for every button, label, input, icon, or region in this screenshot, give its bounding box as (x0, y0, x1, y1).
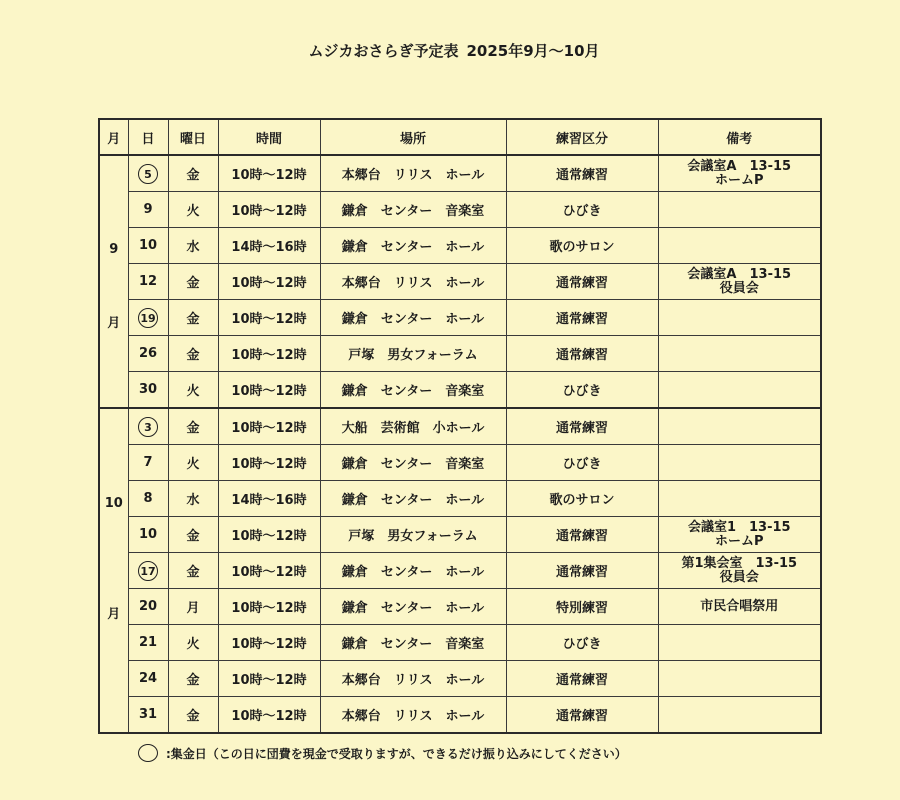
month-unit: 月 (107, 316, 121, 332)
day-cell (128, 589, 168, 625)
header-place: 場所 (320, 119, 506, 155)
collection-day-circle: 19 (138, 308, 158, 328)
place-cell: 本郷台 リリス ホール (320, 155, 506, 192)
day-cell (128, 697, 168, 734)
day-number: 9 (143, 202, 153, 217)
practice-type-cell: 特別練習 (506, 589, 658, 625)
header-day: 日 (128, 119, 168, 155)
table-row (99, 517, 821, 553)
table-row (99, 589, 821, 625)
practice-type-cell: 歌のサロン (506, 228, 658, 264)
practice-type-cell: 通常練習 (506, 264, 658, 300)
day-cell (128, 445, 168, 481)
practice-type-cell: 通常練習 (506, 336, 658, 372)
time-cell: 10時～12時 (218, 445, 320, 481)
table-row (99, 625, 821, 661)
month-number: 10 (104, 496, 123, 512)
time-cell: 10時～12時 (218, 589, 320, 625)
time-cell: 14時～16時 (218, 228, 320, 264)
notes-cell (658, 192, 821, 228)
day-number: 12 (138, 274, 158, 289)
weekday-cell: 火 (168, 372, 218, 409)
practice-type-cell: ひびき (506, 372, 658, 409)
practice-type-cell: ひびき (506, 192, 658, 228)
time-cell: 10時～12時 (218, 661, 320, 697)
table-row (99, 336, 821, 372)
weekday-cell: 金 (168, 336, 218, 372)
day-cell (128, 192, 168, 228)
legend (138, 744, 627, 762)
collection-day-circle: 3 (138, 417, 158, 437)
note-line: 役員会 (719, 569, 759, 585)
day-cell (128, 661, 168, 697)
weekday-cell: 金 (168, 408, 218, 445)
table-row (99, 192, 821, 228)
notes-cell (658, 408, 821, 445)
schedule-body (99, 155, 821, 733)
time-cell: 10時～12時 (218, 264, 320, 300)
note-line: 役員会 (719, 280, 759, 296)
notes-cell (658, 481, 821, 517)
header-weekday: 曜日 (168, 119, 218, 155)
weekday-cell: 金 (168, 553, 218, 589)
notes-cell (658, 155, 821, 192)
day-cell (128, 408, 168, 445)
weekday-cell: 火 (168, 192, 218, 228)
practice-type-cell: 通常練習 (506, 517, 658, 553)
notes-cell (658, 336, 821, 372)
day-number: 10 (138, 238, 158, 253)
time-cell: 10時～12時 (218, 697, 320, 734)
page-title (0, 40, 900, 61)
collection-day-circle: 5 (138, 164, 158, 184)
weekday-cell: 金 (168, 517, 218, 553)
schedule-table (98, 118, 822, 734)
day-cell (128, 336, 168, 372)
table-row (99, 264, 821, 300)
circle-outline-icon (138, 744, 158, 762)
place-cell: 戸塚 男女フォーラム (320, 517, 506, 553)
note-line: ホームP (714, 533, 764, 549)
note-line: 会議室A 13-15 (687, 158, 792, 174)
table-row (99, 697, 821, 734)
day-number: 10 (138, 527, 158, 542)
month-cell (99, 408, 128, 733)
place-cell: 本郷台 リリス ホール (320, 697, 506, 734)
place-cell: 鎌倉 センター 音楽室 (320, 625, 506, 661)
time-cell: 10時～12時 (218, 300, 320, 336)
practice-type-cell: 通常練習 (506, 155, 658, 192)
weekday-cell: 金 (168, 155, 218, 192)
month-number: 9 (109, 241, 119, 257)
place-cell: 本郷台 リリス ホール (320, 264, 506, 300)
table-row (99, 408, 821, 445)
place-cell: 鎌倉 センター ホール (320, 481, 506, 517)
time-cell: 10時～12時 (218, 625, 320, 661)
day-cell (128, 155, 168, 192)
weekday-cell: 金 (168, 697, 218, 734)
practice-type-cell: 通常練習 (506, 661, 658, 697)
time-cell: 10時～12時 (218, 408, 320, 445)
place-cell: 大船 芸術館 小ホール (320, 408, 506, 445)
header-row (99, 119, 821, 155)
day-number: 8 (143, 491, 153, 506)
day-cell (128, 264, 168, 300)
notes-cell (658, 264, 821, 300)
day-cell (128, 517, 168, 553)
notes-cell (658, 372, 821, 409)
weekday-cell: 金 (168, 264, 218, 300)
place-cell: 鎌倉 センター 音楽室 (320, 445, 506, 481)
note-line: 市民合唱祭用 (700, 598, 779, 614)
place-cell: 本郷台 リリス ホール (320, 661, 506, 697)
day-cell (128, 300, 168, 336)
place-cell: 鎌倉 センター ホール (320, 553, 506, 589)
time-cell: 10時～12時 (218, 517, 320, 553)
month-cell (99, 155, 128, 408)
practice-type-cell: 通常練習 (506, 300, 658, 336)
notes-cell (658, 228, 821, 264)
place-cell: 鎌倉 センター 音楽室 (320, 372, 506, 409)
day-cell (128, 625, 168, 661)
day-number: 7 (143, 455, 153, 470)
collection-day-circle: 17 (138, 561, 158, 581)
note-line: 第1集会室 13-15 (681, 555, 798, 571)
notes-cell (658, 517, 821, 553)
weekday-cell: 金 (168, 661, 218, 697)
time-cell: 10時～12時 (218, 372, 320, 409)
weekday-cell: 月 (168, 589, 218, 625)
notes-cell (658, 589, 821, 625)
day-cell (128, 372, 168, 409)
day-cell (128, 481, 168, 517)
note-line: ホームP (714, 172, 764, 188)
title-period: 2025年9月～10月 (466, 42, 600, 60)
month-unit: 月 (107, 607, 121, 623)
place-cell: 鎌倉 センター ホール (320, 589, 506, 625)
day-number: 31 (138, 707, 158, 722)
practice-type-cell: 通常練習 (506, 408, 658, 445)
notes-cell (658, 625, 821, 661)
table-row (99, 155, 821, 192)
day-number: 24 (138, 671, 158, 686)
time-cell: 10時～12時 (218, 553, 320, 589)
notes-cell (658, 661, 821, 697)
weekday-cell: 火 (168, 625, 218, 661)
practice-type-cell: ひびき (506, 445, 658, 481)
note-line: 会議室1 13-15 (687, 519, 791, 535)
day-number: 30 (138, 382, 158, 397)
weekday-cell: 火 (168, 445, 218, 481)
place-cell: 鎌倉 センター ホール (320, 228, 506, 264)
header-month: 月 (99, 119, 128, 155)
practice-type-cell: ひびき (506, 625, 658, 661)
table-row (99, 661, 821, 697)
day-cell (128, 553, 168, 589)
day-number: 20 (138, 599, 158, 614)
table-row (99, 300, 821, 336)
time-cell: 10時～12時 (218, 192, 320, 228)
place-cell: 鎌倉 センター 音楽室 (320, 192, 506, 228)
table-row (99, 481, 821, 517)
table-row (99, 445, 821, 481)
title-text: ムジカおさらぎ予定表 (308, 42, 459, 60)
legend-text: :集金日（この日に団費を現金で受取りますが、できるだけ振り込みにしてください） (166, 746, 627, 761)
table-row (99, 553, 821, 589)
note-line: 会議室A 13-15 (687, 266, 792, 282)
time-cell: 10時～12時 (218, 336, 320, 372)
practice-type-cell: 通常練習 (506, 553, 658, 589)
notes-cell (658, 697, 821, 734)
notes-cell (658, 300, 821, 336)
time-cell: 10時～12時 (218, 155, 320, 192)
day-number: 21 (138, 635, 158, 650)
place-cell: 鎌倉 センター ホール (320, 300, 506, 336)
header-notes: 備考 (658, 119, 821, 155)
practice-type-cell: 歌のサロン (506, 481, 658, 517)
notes-cell (658, 445, 821, 481)
day-cell (128, 228, 168, 264)
time-cell: 14時～16時 (218, 481, 320, 517)
practice-type-cell: 通常練習 (506, 697, 658, 734)
weekday-cell: 水 (168, 228, 218, 264)
day-number: 26 (138, 346, 158, 361)
place-cell: 戸塚 男女フォーラム (320, 336, 506, 372)
table-row (99, 228, 821, 264)
notes-cell (658, 553, 821, 589)
weekday-cell: 水 (168, 481, 218, 517)
header-time: 時間 (218, 119, 320, 155)
weekday-cell: 金 (168, 300, 218, 336)
table-row (99, 372, 821, 409)
header-practice-type: 練習区分 (506, 119, 658, 155)
